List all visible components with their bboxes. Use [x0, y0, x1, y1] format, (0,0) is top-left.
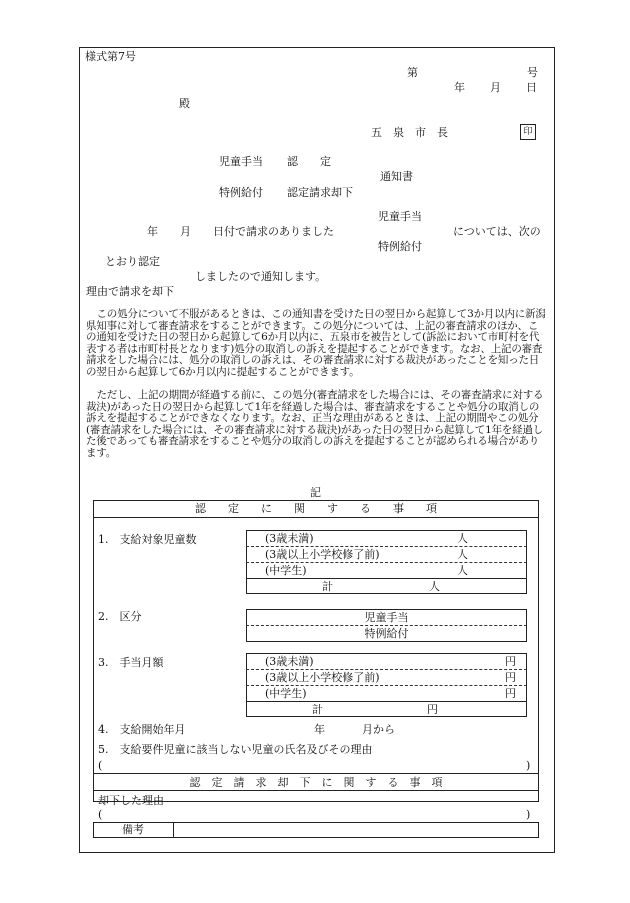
divider [173, 822, 174, 838]
item1-unit-nin: 人 [457, 548, 468, 561]
notice-paragraph-1: この処分について不服があるときは、この通知書を受けた日の翌日から起算して3か月以内に新潟県知事に対して審査請求をすることができます。この処分については、上記の審査請求のほか、この通知を受けた日の翌日から起算して6か月以内に、五泉市を被告として(訴訟において市町村を代表する者は市町村長となります)処分の取消しの訴えを提起することができます。なお、上記の審査請求をした場合には、処分の取消しの訴えは、その審査請求に対する裁決があったことを知った日の翌日から起算して6か月以内に提起することができます。 [86, 308, 546, 378]
divider [246, 546, 527, 547]
title-kyakka: 認定請求却下 [287, 186, 353, 199]
kyakka-section-heading: 認 定 請 求 却 下 に 関 す る 事 項 [189, 776, 443, 789]
intro-tsuchi: しましたので通知します。 [195, 270, 327, 283]
divider [246, 669, 527, 670]
item1-unit-nin: 人 [457, 564, 468, 577]
ki-marker: 記 [310, 486, 321, 499]
item1-row-under3: (3歳未満) [265, 532, 314, 545]
title-tsuchisho: 通知書 [380, 170, 413, 183]
intro-tokurei: 特例給付 [378, 240, 422, 253]
date-year: 年 [454, 81, 465, 94]
biko-label: 備考 [122, 823, 144, 836]
title-tokurei: 特例給付 [219, 186, 263, 199]
item1-row-junior-high: (中学生) [265, 564, 307, 577]
addressee-dono: 殿 [179, 97, 190, 110]
item4-month: 月から [362, 723, 395, 736]
item1-unit-nin: 人 [457, 532, 468, 545]
item1-label: 1. 支給対象児童数 [98, 533, 197, 546]
item5-paren-close: ) [526, 759, 531, 772]
item3-label: 3. 手当月額 [98, 656, 164, 669]
number-go: 号 [527, 66, 538, 79]
item3-unit-en: 円 [505, 655, 516, 668]
date-day: 日 [526, 81, 537, 94]
item1-total-unit: 人 [429, 580, 440, 593]
intro-tail: については、次の [453, 225, 541, 238]
intro-jido-teate: 児童手当 [378, 210, 422, 223]
item3-total-unit: 円 [427, 703, 438, 716]
title-nintei: 認 定 [287, 155, 331, 168]
item4-year: 年 [314, 723, 325, 736]
item3-row-junior-high: (中学生) [265, 687, 307, 700]
divider [246, 578, 527, 579]
item1-total-label: 計 [322, 580, 333, 593]
nintei-section-heading: 認 定 に 関 す る 事 項 [195, 502, 437, 515]
divider [93, 517, 539, 518]
seal-mark: 印 [520, 124, 536, 140]
divider [246, 701, 527, 702]
item2-option-tokurei: 特例給付 [364, 627, 409, 640]
item5-paren-open: ( [98, 759, 103, 772]
intro-riyu-kyakka: 理由で請求を却下 [86, 285, 174, 298]
item3-total-label: 計 [312, 703, 323, 716]
item5-label: 5. 支給要件児童に該当しない児童の氏名及びその理由 [98, 743, 373, 756]
item1-row-elementary: (3歳以上小学校修了前) [265, 548, 380, 561]
item3-unit-en: 円 [505, 687, 516, 700]
date-month: 月 [490, 81, 501, 94]
item3-unit-en: 円 [505, 671, 516, 684]
divider [93, 773, 539, 774]
notice-paragraph-2: ただし、上記の期間が経過する前に、この処分(審査請求をした場合には、その審査請求に対する裁決)があった日の翌日から起算して1年を経過した場合は、審査請求をすることや処分の取消しの訴えを提起することができなくなります。なお、正当な理由があるときは、上記の期間やこの処分(審査請求をした場合には、その審査請求に対する裁決)があった日の翌日から起算して1年を経過した後であっても審査請求をすることや処分の取消しの訴えを提起することが認められる場合があります。 [86, 389, 544, 459]
kyakka-paren-open: ( [98, 808, 103, 821]
divider [246, 562, 527, 563]
divider [93, 790, 539, 791]
divider [246, 685, 527, 686]
item3-row-under3: (3歳未満) [265, 655, 314, 668]
kyakka-reason-label: 却下した理由 [98, 794, 164, 807]
item2-label: 2. 区分 [98, 610, 142, 623]
divider [246, 625, 527, 626]
kyakka-paren-close: ) [526, 808, 531, 821]
intro-date-line: 年 月 日付で請求のありました [147, 225, 334, 238]
item2-option-jido: 児童手当 [364, 611, 409, 624]
item4-label: 4. 支給開始年月 [98, 723, 186, 736]
item3-row-elementary: (3歳以上小学校修了前) [265, 671, 380, 684]
issuer-mayor: 五 泉 市 長 [371, 126, 448, 139]
intro-toori-nintei: とおり認定 [105, 255, 160, 268]
title-jido-teate: 児童手当 [219, 155, 263, 168]
form-number: 様式第7号 [85, 50, 136, 63]
number-dai: 第 [407, 66, 418, 79]
